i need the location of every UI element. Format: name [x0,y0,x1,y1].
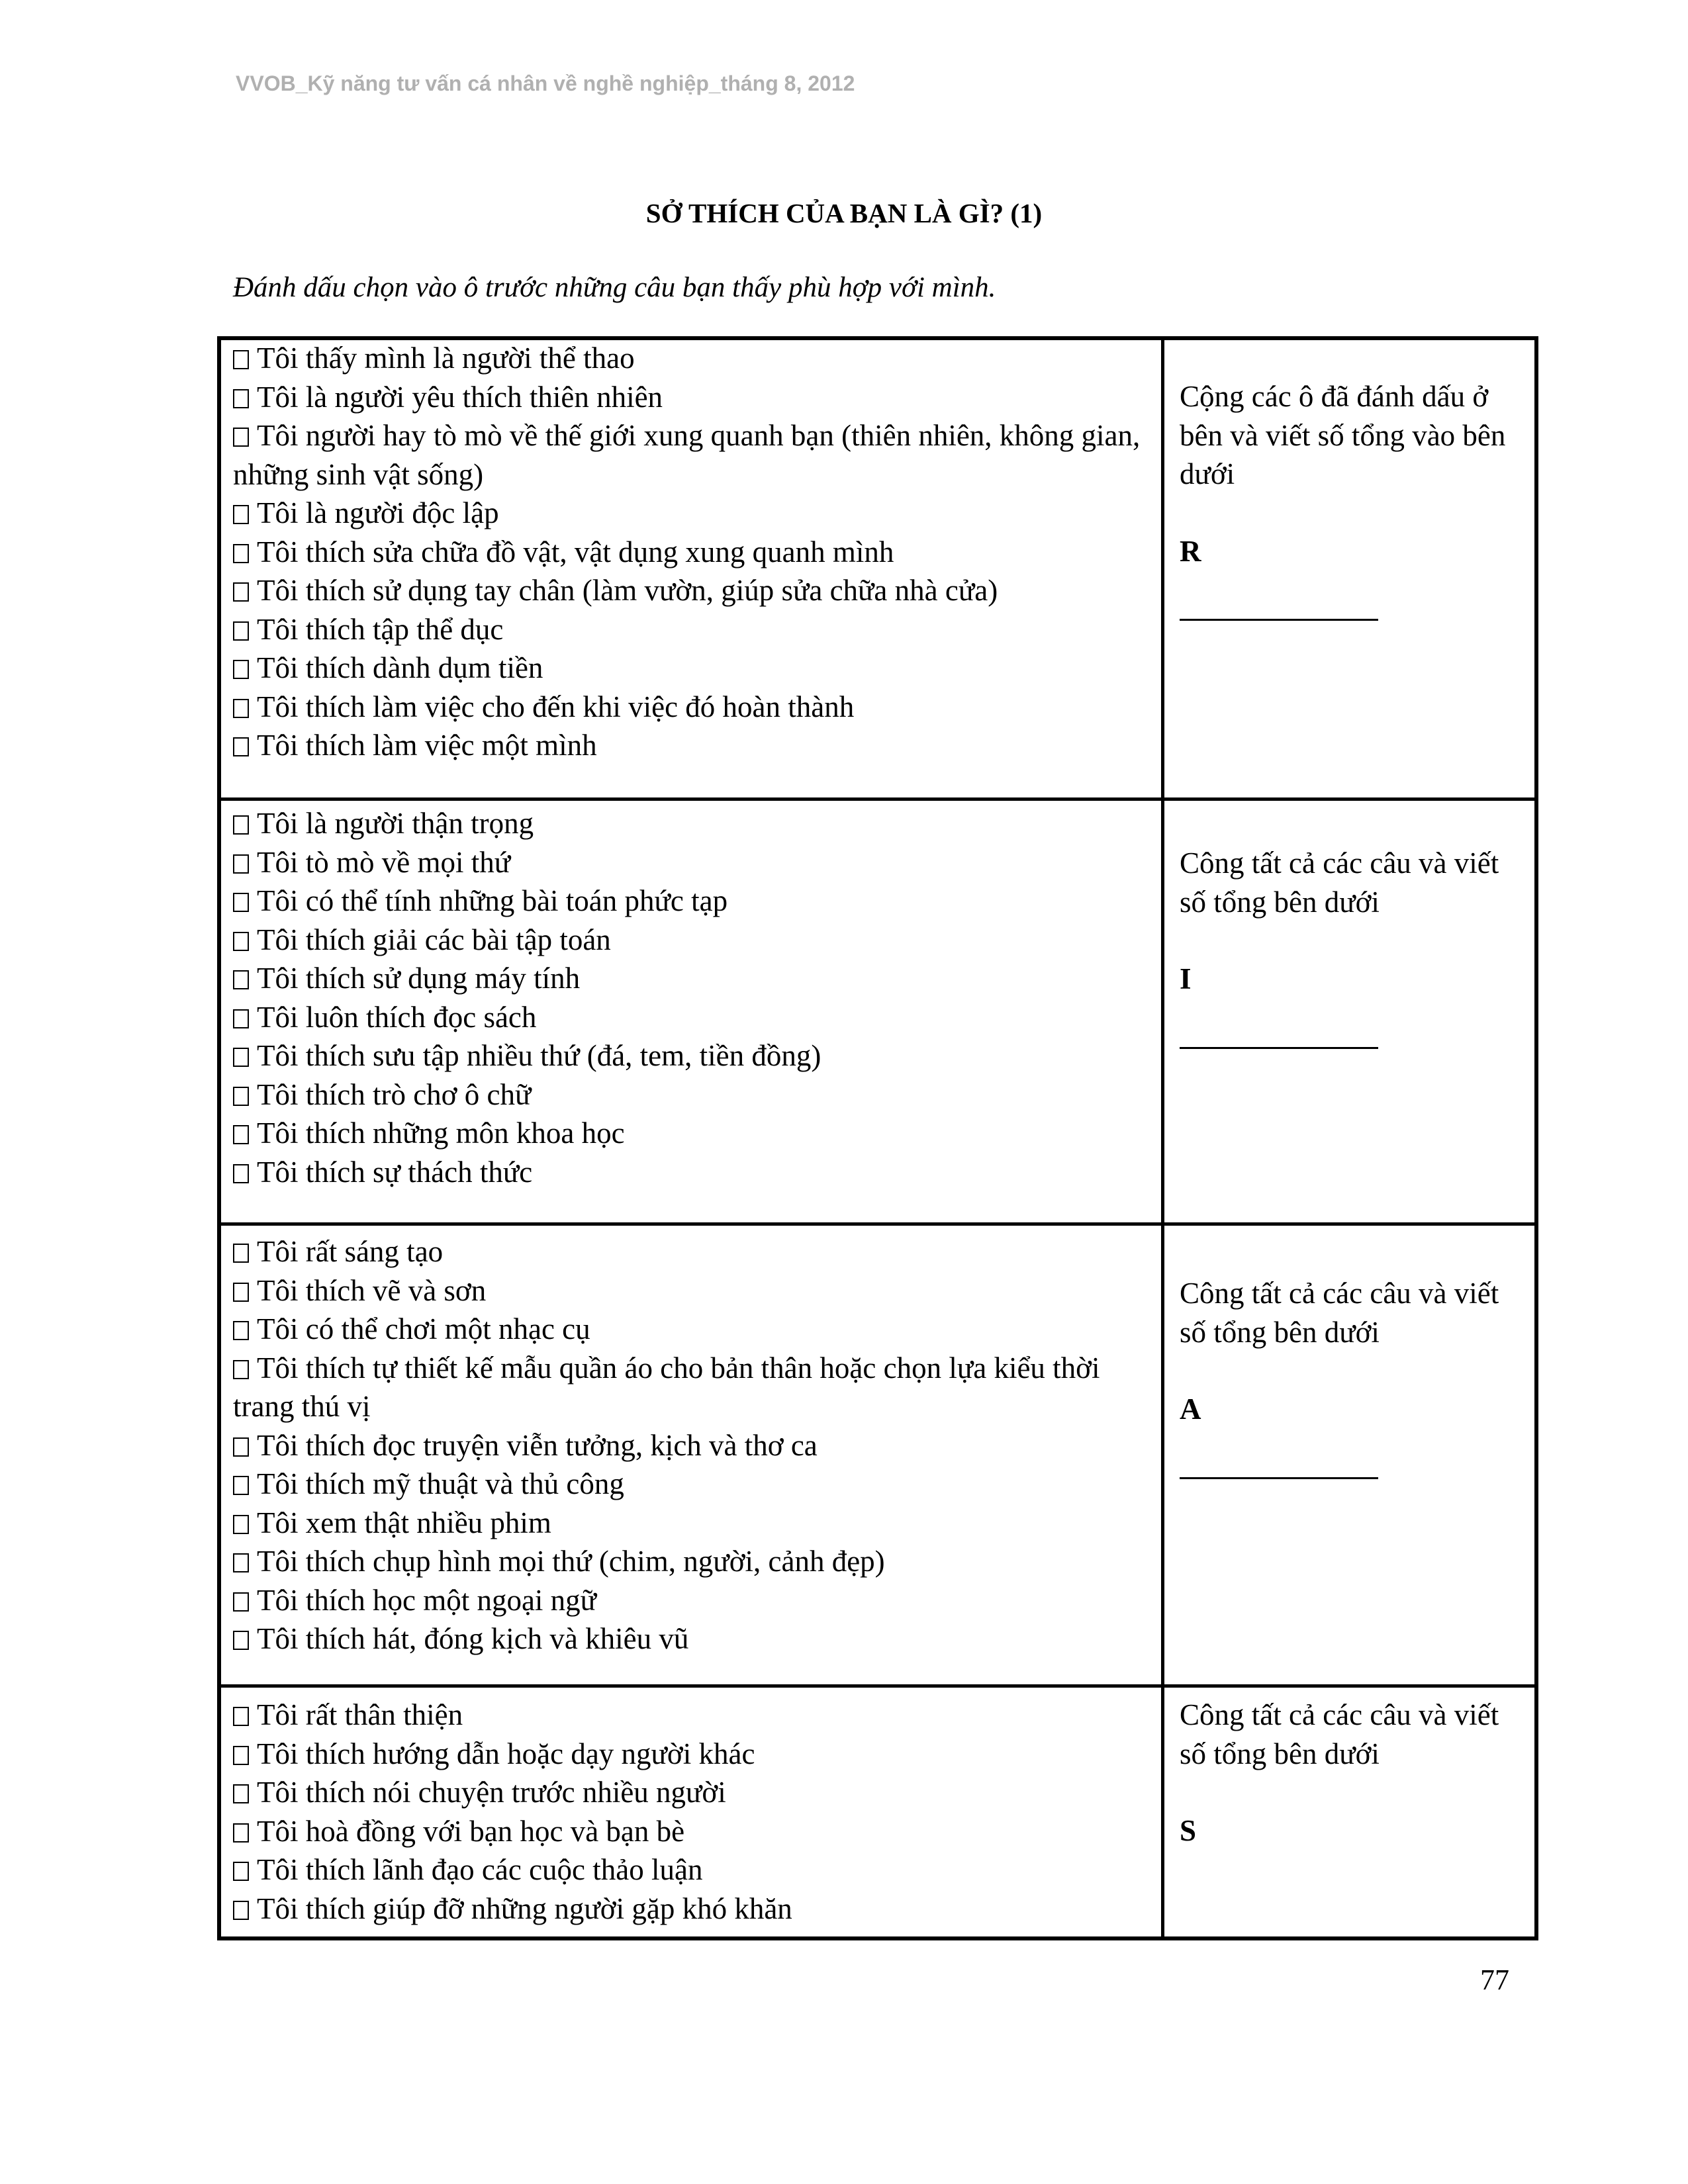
checklist-item[interactable]: Tôi là người yêu thích thiên nhiên [233,378,1153,417]
checklist-item[interactable]: Tôi thích sưu tập nhiều thứ (đá, tem, tiền đồng) [233,1036,1153,1075]
checkbox[interactable] [233,1048,249,1067]
section-a-summary [1180,1274,1524,1479]
checklist-item[interactable]: Tôi thích lãnh đạo các cuộc thảo luận [233,1850,1153,1889]
checklist-item[interactable]: Tôi người hay tò mò về thế giới xung quanh bạn (thiên nhiên, không gian, những sinh vật sống) [233,419,1148,491]
checkbox[interactable] [233,737,249,756]
category-letter: A [1180,1392,1201,1426]
section-i-items [233,804,1153,1191]
sum-instruction: Công tất cả các câu và viết số tổng bên dưới [1180,846,1499,919]
checkbox[interactable] [233,1244,249,1263]
checkbox[interactable] [233,428,249,447]
checklist-item[interactable]: Tôi là người độc lập [233,494,1153,533]
checklist-item[interactable]: Tôi thích đọc truyện viễn tưởng, kịch và thơ ca [233,1426,1153,1465]
checklist-item[interactable]: Tôi thích giải các bài tập toán [233,921,1153,960]
checklist-item[interactable]: Tôi rất thân thiện [233,1696,1153,1735]
checkbox[interactable] [233,1862,249,1881]
section-r-items [233,339,1153,765]
row-divider [217,1222,1538,1226]
category-letter: S [1180,1814,1197,1847]
checklist-item[interactable]: Tôi thích dành dụm tiền [233,649,1153,688]
checklist-item[interactable]: Tôi thích vẽ và sơn [233,1271,1153,1310]
sum-instruction: Cộng các ô đã đánh dấu ở bên và viết số tổng vào bên dưới [1180,380,1506,490]
document-header: VVOB_Kỹ năng tư vấn cá nhân về nghề nghiệp_tháng 8, 2012 [236,71,855,95]
checkbox[interactable] [233,389,249,408]
checkbox[interactable] [233,582,249,602]
sum-instruction: Công tất cả các câu và viết số tổng bên dưới [1180,1698,1499,1770]
checklist-item[interactable]: Tôi xem thật nhiều phim [233,1504,1153,1543]
checklist-item[interactable]: Tôi thích hướng dẫn hoặc dạy người khác [233,1735,1153,1774]
section-s-summary [1180,1696,1524,1850]
section-i-summary [1180,844,1524,1049]
checkbox[interactable] [233,1553,249,1572]
category-letter: R [1180,534,1201,568]
checkbox[interactable] [233,1631,249,1650]
row-divider [217,1684,1538,1688]
checkbox[interactable] [233,1437,249,1457]
section-r-summary [1180,377,1524,621]
checkbox[interactable] [233,621,249,641]
column-divider [1161,336,1164,1940]
checkbox[interactable] [233,815,249,835]
checkbox[interactable] [233,1476,249,1495]
checkbox[interactable] [233,970,249,989]
checklist-item[interactable]: Tôi thích hát, đóng kịch và khiêu vũ [233,1619,1153,1659]
checklist-item[interactable]: Tôi thích học một ngoại ngữ [233,1581,1153,1620]
checklist-item[interactable]: Tôi rất sáng tạo [233,1232,1153,1271]
category-letter: I [1180,962,1192,995]
checklist-item[interactable]: Tôi thích chụp hình mọi thứ (chim, người, cảnh đẹp) [233,1542,1153,1581]
checkbox[interactable] [233,1321,249,1340]
checkbox[interactable] [233,1707,249,1726]
checkbox[interactable] [233,1360,249,1379]
total-blank[interactable] [1180,1043,1378,1049]
checklist-item[interactable]: Tôi thấy mình là người thể thao [233,339,1153,378]
checkbox[interactable] [233,544,249,563]
checklist-item[interactable]: Tôi thích trò chơ ô chữ [233,1075,1153,1115]
checkbox[interactable] [233,699,249,718]
checklist-item[interactable]: Tôi thích làm việc một mình [233,726,1153,765]
row-divider [217,797,1538,801]
checklist-item[interactable]: Tôi tò mò về mọi thứ [233,843,1153,882]
checkbox[interactable] [233,1283,249,1302]
checklist-item[interactable]: Tôi có thể chơi một nhạc cụ [233,1310,1153,1349]
checkbox[interactable] [233,932,249,951]
checkbox[interactable] [233,1087,249,1106]
instruction-text: Đánh dấu chọn vào ô trước những câu bạn thấy phù hợp với mình. [233,272,996,303]
checkbox[interactable] [233,854,249,874]
checkbox[interactable] [233,1784,249,1803]
checklist-item[interactable]: Tôi có thể tính những bài toán phức tạp [233,882,1153,921]
checkbox[interactable] [233,1125,249,1144]
page-number: 77 [1480,1964,1509,1996]
checkbox[interactable] [233,1823,249,1843]
checkbox[interactable] [233,1592,249,1612]
checkbox[interactable] [233,505,249,524]
checklist-item[interactable]: Tôi thích sự thách thức [233,1153,1153,1192]
total-blank[interactable] [1180,1473,1378,1479]
page-title: SỞ THÍCH CỦA BẠN LÀ GÌ? (1) [645,198,1043,228]
checklist-item[interactable]: Tôi thích tự thiết kế mẫu quần áo cho bản thân hoặc chọn lựa kiểu thời trang thú vị [233,1351,1107,1423]
checklist-item[interactable]: Tôi thích những môn khoa học [233,1114,1153,1153]
checklist-item[interactable]: Tôi thích giúp đỡ những người gặp khó khăn [233,1889,1153,1929]
checklist-item[interactable]: Tôi hoà đồng với bạn học và bạn bè [233,1812,1153,1851]
checkbox[interactable] [233,1164,249,1183]
checkbox[interactable] [233,1746,249,1765]
checklist-item[interactable]: Tôi thích nói chuyện trước nhiều người [233,1773,1153,1812]
checklist-item[interactable]: Tôi thích sửa chữa đồ vật, vật dụng xung quanh mình [233,533,1153,572]
checkbox[interactable] [233,660,249,679]
checklist-item[interactable]: Tôi thích sử dụng máy tính [233,959,1153,998]
checkbox[interactable] [233,1009,249,1028]
checklist-item[interactable]: Tôi thích mỹ thuật và thủ công [233,1465,1153,1504]
checklist-item[interactable]: Tôi thích tập thể dục [233,610,1153,649]
checklist-item[interactable]: Tôi thích làm việc cho đến khi việc đó hoàn thành [233,688,1153,727]
checklist-item[interactable]: Tôi là người thận trọng [233,804,1153,843]
sum-instruction: Công tất cả các câu và viết số tổng bên dưới [1180,1277,1499,1349]
checkbox[interactable] [233,350,249,369]
total-blank[interactable] [1180,615,1378,621]
checklist-item[interactable]: Tôi thích sử dụng tay chân (làm vườn, giúp sửa chữa nhà cửa) [233,571,1153,610]
section-s-items [233,1696,1153,1928]
checkbox[interactable] [233,1901,249,1920]
checkbox[interactable] [233,893,249,912]
checkbox[interactable] [233,1515,249,1534]
checklist-item[interactable]: Tôi luôn thích đọc sách [233,998,1153,1037]
section-a-items [233,1232,1153,1659]
